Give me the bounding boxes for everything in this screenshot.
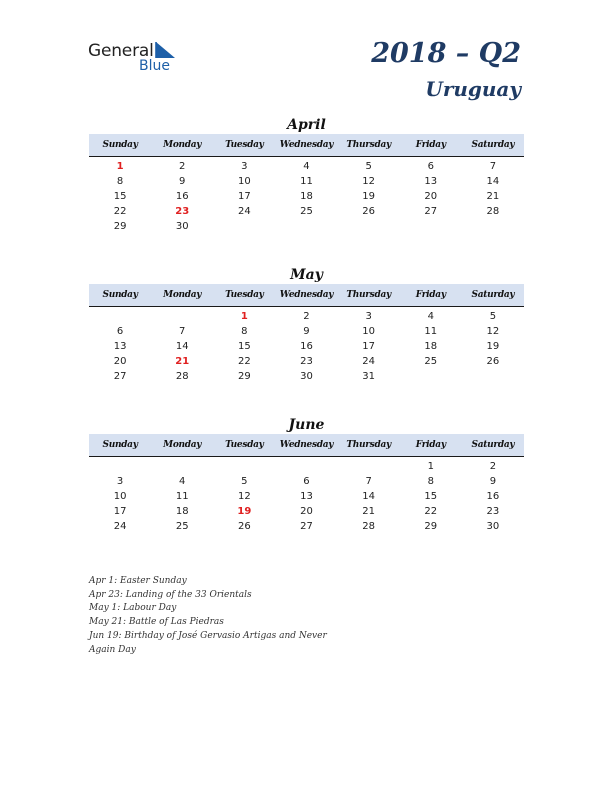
- holiday-note: May 21: Battle of Las Piedras: [89, 617, 224, 628]
- weekday-label: Monday: [163, 140, 202, 150]
- weekday-label: Monday: [163, 290, 202, 300]
- holiday-date: 19: [237, 506, 252, 517]
- weekday-header: [89, 284, 524, 307]
- calendar-day: 28: [486, 206, 500, 217]
- weekday-label: Tuesday: [225, 290, 264, 300]
- generalblue-logo: [88, 40, 188, 76]
- holiday-note: Apr 1: Easter Sunday: [89, 576, 187, 586]
- calendar-day: 18: [175, 506, 189, 517]
- calendar-day: 11: [175, 491, 189, 502]
- calendar-day: 26: [486, 356, 500, 367]
- calendar-day: 8: [241, 326, 248, 337]
- weekday-label: Wednesday: [279, 440, 334, 450]
- calendar-day: 22: [113, 206, 127, 217]
- calendar-day: 13: [300, 491, 313, 502]
- logo-flag-icon: [154, 41, 176, 59]
- calendar-day: [151, 459, 213, 474]
- weekday-label: Friday: [415, 140, 446, 150]
- calendar-day: [213, 219, 275, 234]
- calendar-day: 24: [362, 356, 375, 367]
- weekday-label: Saturday: [471, 140, 515, 150]
- calendar-day: 17: [362, 341, 375, 352]
- weekday-label: Sunday: [102, 140, 138, 150]
- calendar-day: 10: [237, 176, 251, 187]
- calendar-day: 30: [175, 221, 189, 232]
- calendar-day: 9: [489, 476, 497, 487]
- calendar-day: 5: [241, 476, 248, 487]
- calendar-day: 3: [365, 311, 372, 322]
- day-grid: [89, 159, 524, 234]
- calendar-day: 7: [489, 161, 497, 172]
- calendar-day: [338, 459, 400, 474]
- calendar-day: 2: [179, 161, 186, 172]
- calendar-day: 27: [300, 521, 313, 532]
- calendar-day: 14: [486, 176, 500, 187]
- calendar-day: 13: [113, 341, 127, 352]
- calendar-day: 27: [424, 206, 438, 217]
- calendar-day: 4: [427, 311, 434, 322]
- weekday-header: [89, 434, 524, 457]
- calendar-day: 11: [424, 326, 438, 337]
- calendar-day: 20: [424, 191, 438, 202]
- calendar-day: 17: [113, 506, 127, 517]
- calendar-day: 7: [179, 326, 186, 337]
- holiday-note: Jun 19: Birthday of José Gervasio Artigas and Never: [89, 630, 327, 641]
- weekday-label: Saturday: [471, 440, 515, 450]
- holiday-date: 1: [240, 311, 248, 322]
- calendar-day: 29: [113, 221, 127, 232]
- month-title: June: [288, 417, 325, 433]
- calendar-day: 11: [300, 176, 313, 187]
- calendar-day: 20: [113, 356, 127, 367]
- calendar-day: 18: [424, 341, 438, 352]
- calendar-day: [89, 309, 151, 324]
- calendar-day: 6: [303, 476, 310, 487]
- calendar-day: 6: [116, 326, 124, 337]
- calendar-day: [213, 459, 275, 474]
- calendar-day: [462, 369, 524, 384]
- calendar-day: 26: [237, 521, 251, 532]
- calendar-day: 9: [179, 176, 186, 187]
- calendar-day: 29: [237, 371, 251, 382]
- calendar-day: 19: [362, 191, 375, 202]
- weekday-header: [89, 134, 524, 157]
- calendar-day: 3: [116, 476, 124, 487]
- calendar-day: [400, 219, 462, 234]
- calendar-day: 18: [300, 191, 313, 202]
- calendar-day: 24: [113, 521, 127, 532]
- calendar-day: 17: [237, 191, 251, 202]
- weekday-label: Saturday: [471, 290, 515, 300]
- page-title: 2018 – Q2: [371, 38, 521, 69]
- calendar-day: 23: [300, 356, 313, 367]
- calendar-day: 4: [179, 476, 186, 487]
- holiday-date: 23: [175, 206, 190, 217]
- calendar-day: 16: [175, 191, 189, 202]
- calendar-day: 28: [175, 371, 189, 382]
- weekday-label: Tuesday: [225, 440, 264, 450]
- calendar-day: [400, 369, 462, 384]
- holiday-date: 21: [175, 356, 190, 367]
- calendar-day: 6: [427, 161, 434, 172]
- calendar-day: 9: [303, 326, 310, 337]
- calendar-day: 3: [241, 161, 248, 172]
- calendar-day: 20: [300, 506, 313, 517]
- calendar-day: 15: [424, 491, 438, 502]
- logo-text-general: General: [88, 41, 154, 61]
- calendar-day: 15: [113, 191, 127, 202]
- calendar-day: 1: [427, 461, 434, 472]
- calendar-day: 2: [303, 311, 310, 322]
- calendar-day: 8: [427, 476, 434, 487]
- calendar-day: 31: [362, 371, 375, 382]
- month-title: April: [287, 117, 326, 133]
- weekday-label: Wednesday: [279, 140, 334, 150]
- calendar-day: 24: [237, 206, 251, 217]
- weekday-label: Friday: [415, 440, 446, 450]
- calendar-day: 25: [300, 206, 313, 217]
- calendar-day: 16: [486, 491, 500, 502]
- calendar-day: 12: [486, 326, 500, 337]
- calendar-day: 28: [362, 521, 375, 532]
- calendar-day: 10: [362, 326, 375, 337]
- month-calendar-april: [89, 116, 524, 234]
- calendar-day: [462, 219, 524, 234]
- weekday-label: Thursday: [346, 290, 391, 300]
- calendar-day: 13: [424, 176, 438, 187]
- calendar-day: 30: [486, 521, 500, 532]
- calendar-day: 27: [113, 371, 127, 382]
- calendar-day: 14: [362, 491, 375, 502]
- holiday-date: 1: [116, 161, 124, 172]
- weekday-label: Tuesday: [225, 140, 264, 150]
- calendar-day: 21: [362, 506, 375, 517]
- weekday-label: Thursday: [346, 140, 391, 150]
- logo-text-blue: Blue: [139, 58, 170, 74]
- calendar-day: 7: [365, 476, 372, 487]
- month-calendar-june: [89, 416, 524, 534]
- calendar-day: 2: [489, 461, 497, 472]
- calendar-day: 4: [303, 161, 310, 172]
- calendar-day: 5: [489, 311, 497, 322]
- weekday-label: Sunday: [102, 440, 138, 450]
- holiday-note: May 1: Labour Day: [89, 603, 177, 614]
- country-name: Uruguay: [425, 77, 521, 101]
- weekday-label: Friday: [415, 290, 446, 300]
- calendar-day: 12: [237, 491, 251, 502]
- calendar-day: [151, 309, 213, 324]
- calendar-day: 21: [486, 191, 500, 202]
- calendar-day: 16: [300, 341, 313, 352]
- calendar-day: [89, 459, 151, 474]
- calendar-day: 22: [237, 356, 251, 367]
- month-title: May: [290, 267, 323, 283]
- calendar-day: 19: [486, 341, 500, 352]
- calendar-day: 26: [362, 206, 375, 217]
- calendar-day: 14: [175, 341, 189, 352]
- weekday-label: Sunday: [102, 290, 138, 300]
- calendar-day: 25: [175, 521, 189, 532]
- calendar-day: 30: [300, 371, 313, 382]
- weekday-label: Wednesday: [279, 290, 334, 300]
- calendar-day: [338, 219, 400, 234]
- calendar-day: 29: [424, 521, 438, 532]
- calendar-day: 10: [113, 491, 127, 502]
- weekday-label: Monday: [163, 440, 202, 450]
- day-grid: [89, 459, 524, 534]
- holiday-notes: [89, 575, 349, 657]
- calendar-day: 15: [237, 341, 251, 352]
- holiday-note: Again Day: [89, 644, 136, 655]
- day-grid: [89, 309, 524, 384]
- calendar-day: 22: [424, 506, 438, 517]
- weekday-label: Thursday: [346, 440, 391, 450]
- calendar-day: 8: [116, 176, 124, 187]
- calendar-day: [275, 219, 337, 234]
- calendar-day: [275, 459, 337, 474]
- calendar-day: 12: [362, 176, 375, 187]
- month-calendar-may: [89, 266, 524, 384]
- calendar-day: 5: [365, 161, 372, 172]
- holiday-note: Apr 23: Landing of the 33 Orientals: [89, 589, 252, 600]
- calendar-day: 23: [486, 506, 500, 517]
- calendar-day: 25: [424, 356, 438, 367]
